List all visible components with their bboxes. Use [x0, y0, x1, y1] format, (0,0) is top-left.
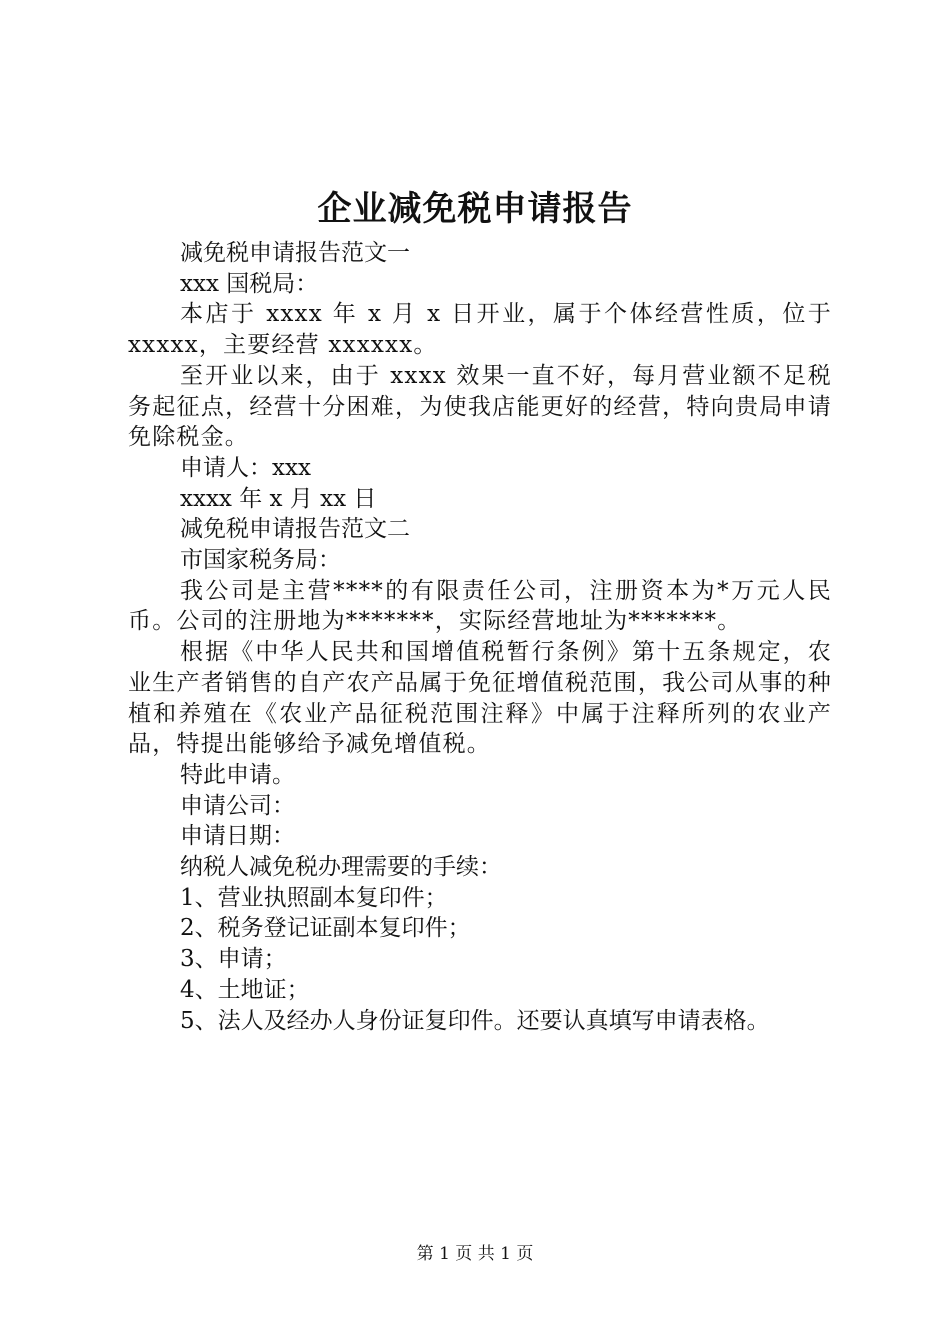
- list-item: 4、土地证；: [180, 976, 310, 1003]
- list-item: 1、营业执照副本复印件；: [180, 884, 448, 911]
- document-title: 企业减免税申请报告: [317, 189, 633, 229]
- list-item: 5、法人及经办人身份证复印件。还要认真填写申请表格。: [180, 1007, 770, 1034]
- section-heading-two: 减免税申请报告范文二: [180, 516, 410, 543]
- body-paragraph: 本店于 xxxx 年 x 月 x 日开业，属于个体经营性质，位于 xxxxx，主要经营 xxxxxx。: [128, 301, 832, 359]
- body-paragraph: 至开业以来，由于 xxxx 效果一直不好，每月营业额不足税务起征点，经营十分困难，为使我店能更好的经营，特向贵局申请免除税金。: [128, 362, 832, 451]
- document-body: [128, 238, 832, 1036]
- application-date-line: 申请日期：: [180, 823, 295, 850]
- body-paragraph: 我公司是主营****的有限责任公司，注册资本为*万元人民币。公司的注册地为*******，实际经营地址为*******。: [128, 577, 832, 635]
- date-line: xxxx 年 x 月 xx 日: [180, 485, 377, 512]
- list-item: 3、申请；: [180, 946, 287, 973]
- list-item: 2、税务登记证副本复印件；: [180, 915, 471, 942]
- addressee-one: xxx 国税局：: [180, 270, 319, 297]
- applicant-line: 申请人：xxx: [180, 454, 311, 481]
- procedures-heading: 纳税人减免税办理需要的手续：: [180, 854, 502, 881]
- applicant-company-line: 申请公司：: [180, 792, 295, 819]
- addressee-two: 市国家税务局：: [180, 547, 341, 574]
- page-footer: 第 1 页 共 1 页: [416, 1244, 534, 1264]
- closing-line: 特此申请。: [180, 761, 295, 788]
- section-heading-one: 减免税申请报告范文一: [180, 240, 410, 266]
- body-paragraph: 根据《中华人民共和国增值税暂行条例》第十五条规定，农业生产者销售的自产农产品属于免征增值税范围，我公司从事的种植和养殖在《农业产品征税范围注释》中属于注释所列的农业产品，特提出能够给予减免增值税。: [128, 639, 832, 758]
